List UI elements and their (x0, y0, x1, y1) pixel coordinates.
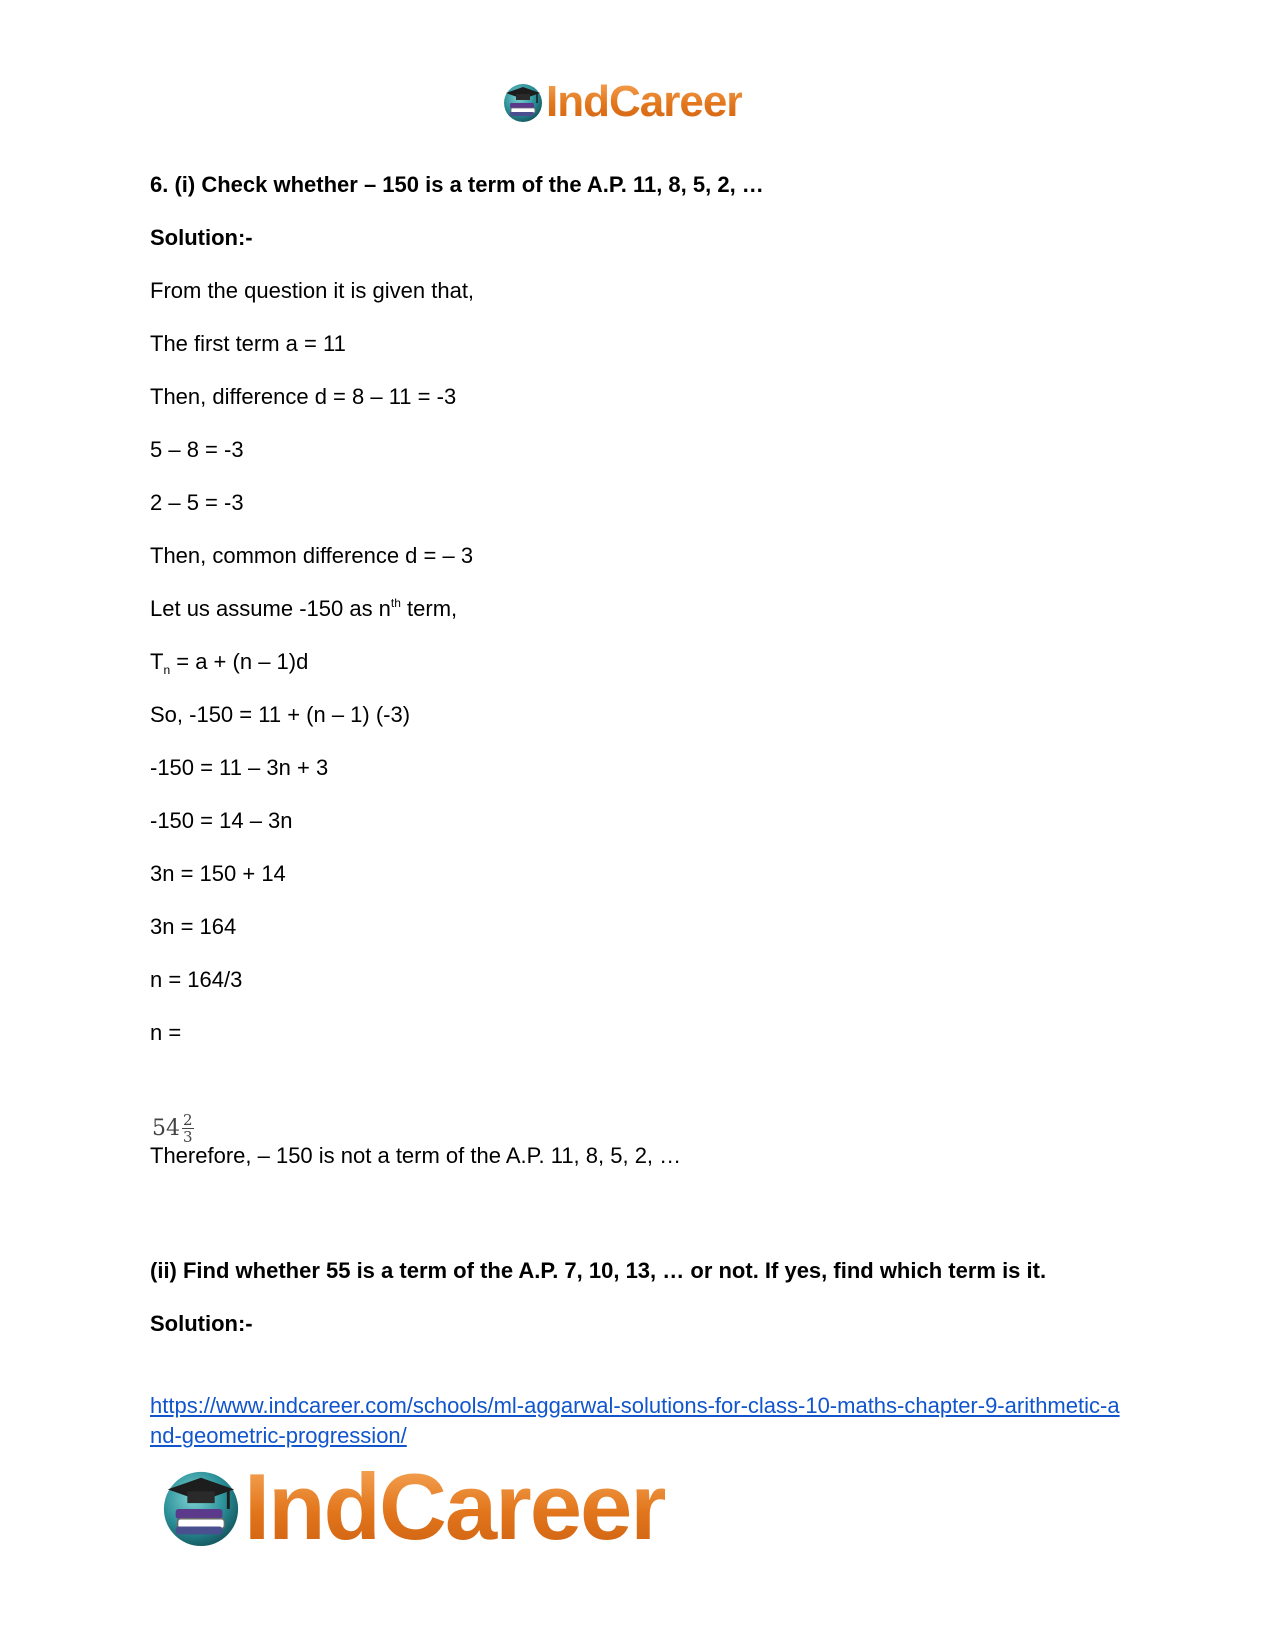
header-logo (502, 78, 742, 126)
mixed-whole: 54 (152, 1116, 180, 1141)
step-given: From the question it is given that, (150, 278, 475, 303)
brand-wordmark: IndCareer (546, 77, 743, 126)
question-title: 6. (i) Check whether – 150 is a term of the A.P. 11, 8, 5, 2, … (150, 172, 764, 197)
fraction-denominator: 3 (183, 1128, 193, 1146)
assume-superscript: th (390, 596, 401, 610)
step-assume (150, 596, 1150, 622)
step-first-term: The first term a = 11 (150, 331, 346, 356)
step-substitution-1: So, -150 = 11 + (n – 1) (-3) (150, 702, 411, 727)
step-difference: Then, difference d = 8 – 11 = -3 (150, 384, 457, 409)
step-substitution-7: n = (150, 1020, 182, 1045)
formula-rest: = a + (n – 1)d (170, 649, 309, 674)
solution-label: Solution:- (150, 225, 253, 250)
source-link[interactable]: https://www.indcareer.com/schools/ml-aggarwal-solutions-for-class-10-maths-chapter-9-arithmetic-and-geometric-progression/ (150, 1393, 1120, 1448)
fraction (182, 1112, 194, 1145)
step-formula (150, 649, 1150, 675)
step-common-difference: Then, common difference d = – 3 (150, 543, 474, 568)
step-check-1: 5 – 8 = -3 (150, 437, 244, 462)
graduation-cap-book-icon (502, 81, 544, 123)
step-conclusion: Therefore, – 150 is not a term of the A.P. 11, 8, 5, 2, … (150, 1143, 682, 1168)
question-2-title: (ii) Find whether 55 is a term of the A.P. 7, 10, 13, … or not. If yes, find which term is it. (150, 1258, 1047, 1283)
brand-wordmark: IndCareer (244, 1454, 665, 1559)
formula-subscript: n (163, 663, 171, 677)
assume-prefix: Let us assume -150 as n (150, 596, 391, 621)
mixed-fraction (152, 1112, 194, 1145)
step-substitution-2: -150 = 11 – 3n + 3 (150, 755, 329, 780)
step-substitution-6: n = 164/3 (150, 967, 243, 992)
formula-T: T (150, 649, 164, 674)
step-substitution-5: 3n = 164 (150, 914, 237, 939)
step-check-2: 2 – 5 = -3 (150, 490, 244, 515)
graduation-cap-book-icon (160, 1466, 242, 1548)
question-2-solution-label: Solution:- (150, 1311, 253, 1336)
assume-suffix: term, (400, 596, 458, 621)
footer-logo (160, 1454, 665, 1559)
step-substitution-4: 3n = 150 + 14 (150, 861, 286, 886)
step-substitution-3: -150 = 14 – 3n (150, 808, 293, 833)
fraction-numerator: 2 (183, 1111, 193, 1129)
